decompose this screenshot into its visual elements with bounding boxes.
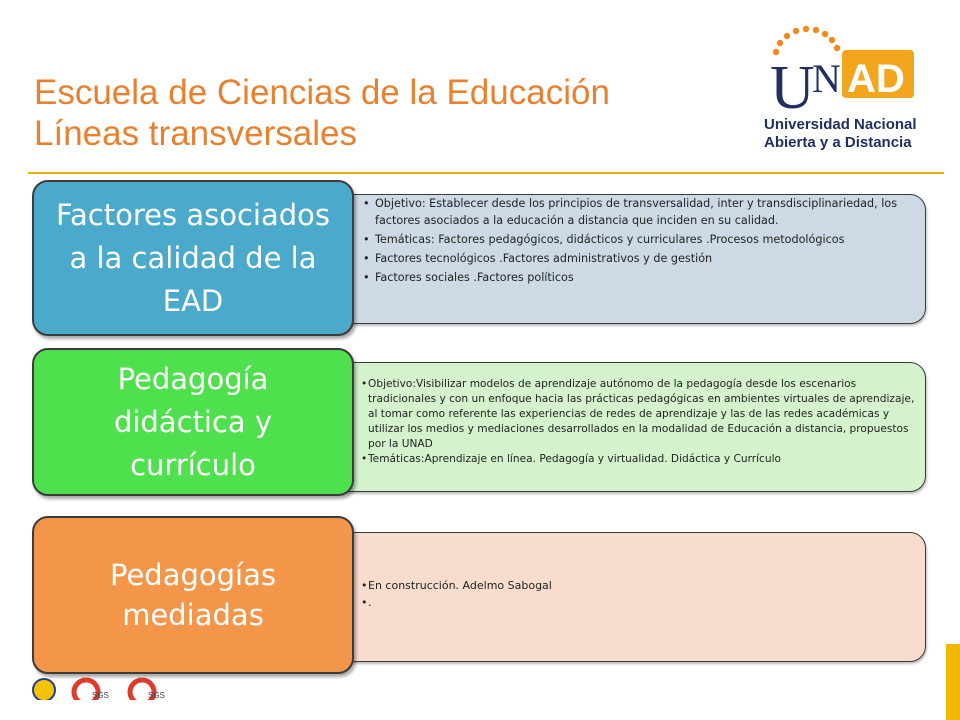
category-box-mediadas — [32, 516, 354, 674]
detail-list-pedagogia — [361, 377, 921, 467]
category-label: Pedagogías mediadas — [110, 558, 276, 632]
category-box-factores — [32, 180, 354, 336]
list-item: • Factores tecnológicos .Factores administrativos y de gestión — [363, 250, 913, 267]
category-box-pedagogia — [32, 348, 354, 496]
logo-text-abierta: Abierta y a Distancia — [764, 134, 912, 151]
accent-bar — [946, 644, 960, 720]
detail-list-factores — [363, 195, 913, 288]
slide-title-line1: Escuela de Ciencias de la Educación — [34, 73, 610, 112]
svg-text:AD: AD — [847, 57, 905, 101]
title-divider — [28, 172, 944, 174]
svg-text:SGS: SGS — [148, 691, 165, 700]
slide-title-line2: Líneas transversales — [34, 114, 357, 153]
list-item: • Objetivo:Visibilizar modelos de aprendizaje autónomo de la pedagogía desde los escenarios tradicionales y con un enfoque hacia las prácticas pedagógicas en ambientes virtuales de aprendizaje, al tomar como referente las experiencias de redes de aprendizaje y las de las redes académicas y utilizar los medios y mediaciones desarrollados en la modalidad de Educación a distancia, propuestos por la UNAD — [361, 377, 921, 452]
logo-text-universidad: Universidad Nacional — [764, 116, 917, 133]
category-label: Factores asociados a la calidad de la EAD — [56, 197, 330, 318]
list-item: • Temáticas: Factores pedagógicos, didácticos y curriculares .Procesos metodológicos — [363, 231, 913, 248]
unad-logo-mark — [764, 22, 944, 118]
list-item: • Factores sociales .Factores políticos — [363, 269, 913, 286]
list-item: • Temáticas:Aprendizaje en línea. Pedagogía y virtualidad. Didáctica y Currículo — [361, 452, 921, 467]
list-item: • Objetivo: Establecer desde los principios de transversalidad, inter y transdisciplinariedad, los factores asociados a la educación a distancia que inciden en su calidad. — [363, 195, 913, 229]
category-label: Pedagogía didáctica y currículo — [113, 361, 273, 482]
unad-logo — [764, 22, 944, 152]
list-item: • . — [361, 594, 901, 611]
detail-panel-pedagogia — [320, 362, 926, 492]
svg-text:SGS: SGS — [92, 691, 109, 700]
list-item: • En construcción. Adelmo Sabogal — [361, 577, 901, 594]
detail-panel-mediadas — [320, 532, 926, 662]
svg-text:U: U — [770, 54, 815, 118]
detail-panel-factores — [320, 194, 926, 324]
svg-text:N: N — [812, 56, 841, 101]
certification-logos — [26, 674, 174, 700]
slide-title — [34, 72, 754, 154]
detail-list-mediadas — [361, 577, 901, 611]
